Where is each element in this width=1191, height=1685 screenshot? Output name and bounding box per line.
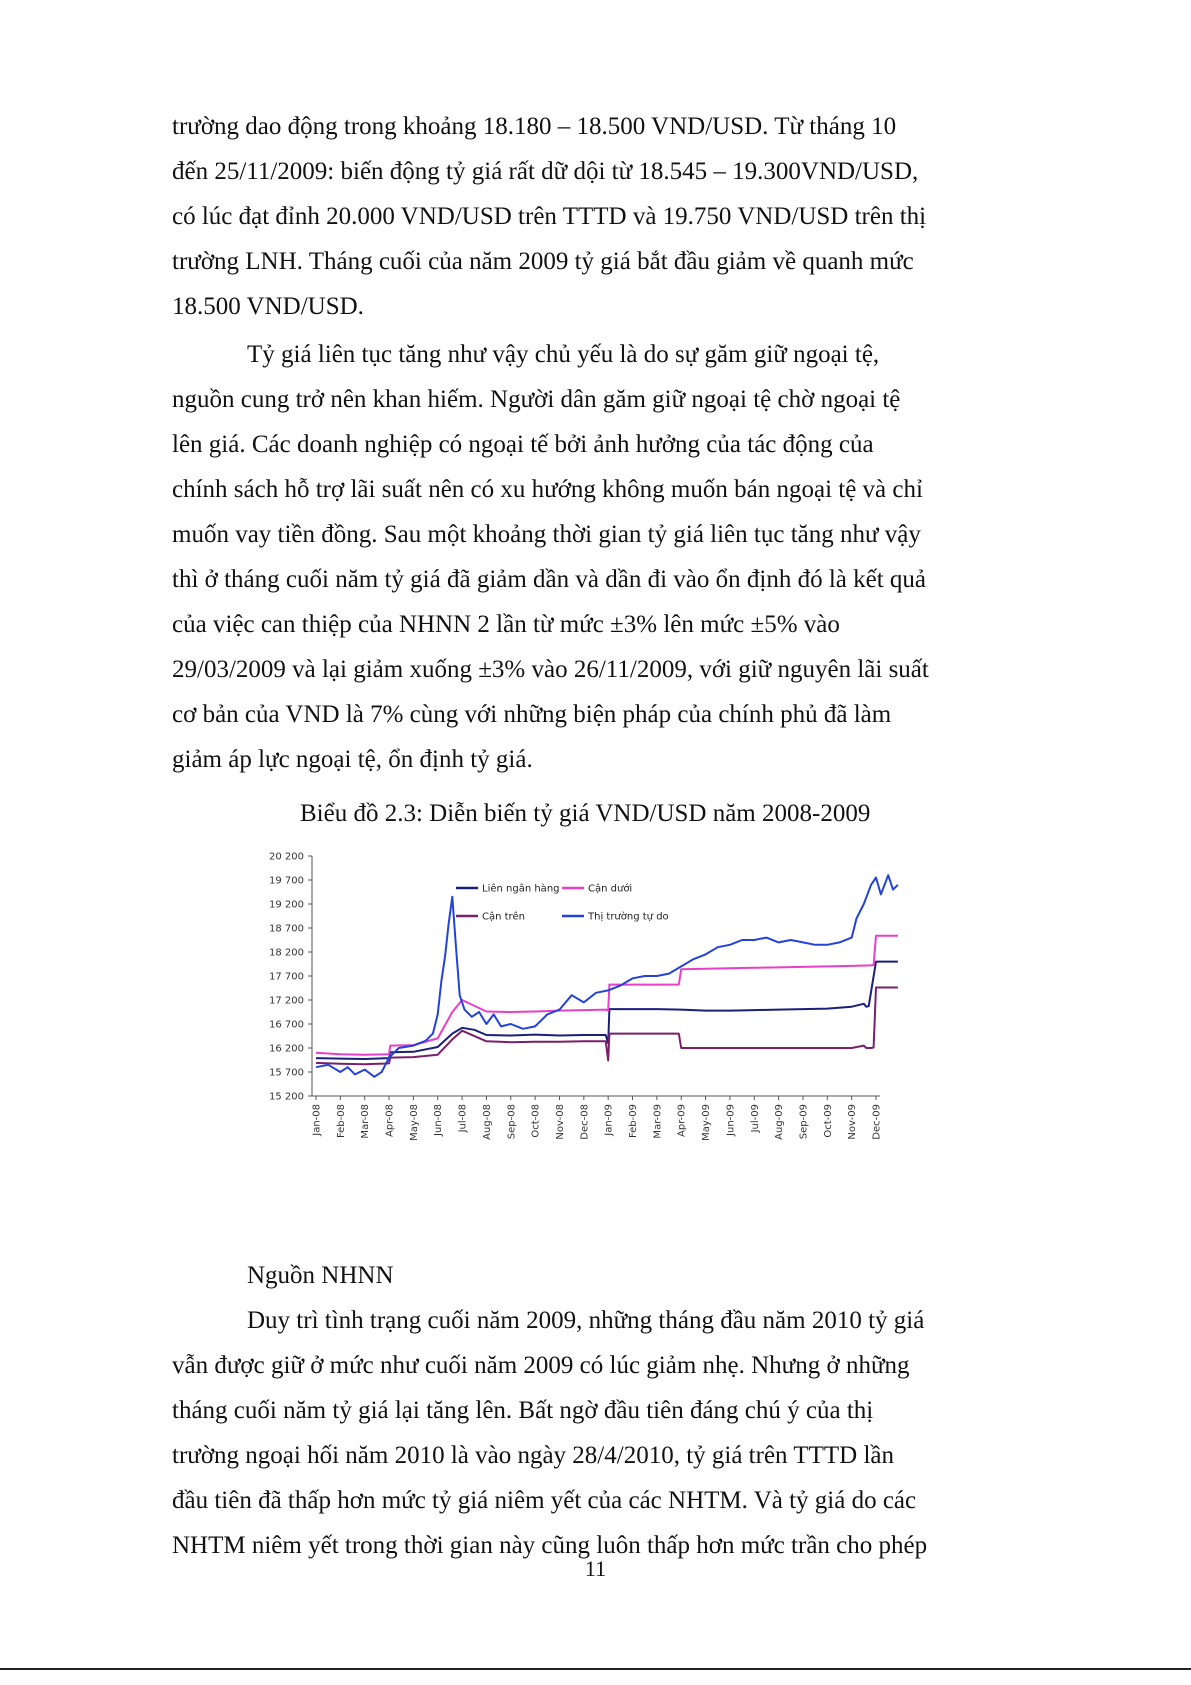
text-line: NHTM niêm yết trong thời gian này cũng luôn thấp hơn mức trần cho phép: [172, 1532, 928, 1559]
x-tick-label: Apr-09: [676, 1104, 688, 1137]
y-tick-label: 18 200: [269, 947, 304, 959]
x-tick-label: May-09: [701, 1104, 713, 1141]
legend-label: Thị trường tự do: [588, 911, 669, 923]
y-tick-label: 19 700: [269, 875, 304, 887]
y-tick-label: 17 200: [269, 995, 304, 1007]
y-tick-label: 15 200: [269, 1091, 304, 1103]
text-line: tháng cuối năm tỷ giá lại tăng lên. Bất ngờ đầu tiên đáng chú ý của thị: [172, 1397, 874, 1424]
text-line: 29/03/2009 và lại giảm xuống ±3% vào 26/11/2009, với giữ nguyên lãi suất: [172, 656, 929, 683]
text-line: Tỷ giá liên tục tăng như vậy chủ yếu là do sự găm giữ ngoại tệ,: [247, 341, 880, 368]
x-tick-label: Nov-08: [554, 1104, 566, 1140]
paragraph-3: [172, 1298, 972, 1568]
text-line: trường dao động trong khoảng 18.180 – 18.500 VND/USD. Từ tháng 10: [172, 113, 897, 140]
text-line: giảm áp lực ngoại tệ, ổn định tỷ giá.: [172, 746, 533, 773]
paragraph-1: [172, 104, 972, 329]
x-tick-label: Dec-09: [871, 1104, 883, 1140]
text-line: có lúc đạt đỉnh 20.000 VND/USD trên TTTD và 19.750 VND/USD trên thị: [172, 203, 927, 230]
text-line: 18.500 VND/USD.: [172, 293, 364, 320]
text-line: trường LNH. Tháng cuối của năm 2009 tỷ giá bắt đầu giảm về quanh mức: [172, 248, 914, 275]
page-number: 11: [584, 1556, 607, 1581]
x-tick-label: Oct-09: [822, 1104, 834, 1138]
text-line: cơ bản của VND là 7% cùng với những biện pháp của chính phủ đã làm: [172, 701, 892, 728]
x-tick-label: Feb-08: [335, 1104, 347, 1139]
x-tick-label: Jul-08: [457, 1104, 469, 1133]
text-line: Duy trì tình trạng cuối năm 2009, những tháng đầu năm 2010 tỷ giá: [247, 1307, 925, 1334]
chart-svg: [250, 848, 910, 1188]
x-tick-label: Jun-08: [433, 1104, 445, 1136]
y-tick-label: 16 700: [269, 1019, 304, 1031]
x-tick-label: Sep-09: [798, 1104, 810, 1140]
y-tick-label: 16 200: [269, 1043, 304, 1055]
y-tick-label: 20 200: [269, 851, 304, 863]
chart-axes: [269, 852, 883, 1141]
figure-caption: Biểu đồ 2.3: Diễn biến tỷ giá VND/USD năm 2008-2009: [300, 800, 871, 827]
x-tick-label: Aug-09: [774, 1104, 786, 1140]
x-tick-label: Mar-09: [652, 1104, 664, 1139]
text-line: thì ở tháng cuối năm tỷ giá đã giảm dần và dần đi vào ổn định đó là kết quả: [172, 566, 927, 593]
paragraph-2: [172, 332, 972, 782]
chart-series: [316, 875, 898, 1077]
x-tick-label: Jan-08: [311, 1104, 323, 1136]
legend-label: Cận dưới: [588, 883, 633, 895]
text-line: chính sách hỗ trợ lãi suất nên có xu hướng không muốn bán ngoại tệ và chỉ: [172, 476, 923, 503]
y-tick-label: 17 700: [269, 971, 304, 983]
text-line: vẫn được giữ ở mức như cuối năm 2009 có lúc giảm nhẹ. Nhưng ở những: [172, 1352, 910, 1379]
x-tick-label: Nov-09: [847, 1104, 859, 1140]
text-line: lên giá. Các doanh nghiệp có ngoại tế bởi ảnh hưởng của tác động của: [172, 431, 874, 458]
exchange-rate-chart: [250, 848, 910, 1188]
text-line: đầu tiên đã thấp hơn mức tỷ giá niêm yết của các NHTM. Và tỷ giá do các: [172, 1487, 917, 1514]
x-tick-label: Feb-09: [628, 1104, 640, 1139]
text-line: đến 25/11/2009: biến động tỷ giá rất dữ dội từ 18.545 – 19.300VND/USD,: [172, 158, 919, 185]
x-tick-label: Apr-08: [384, 1104, 396, 1137]
x-tick-label: Jan-09: [603, 1104, 615, 1136]
chart-legend: [456, 883, 669, 923]
y-tick-label: 18 700: [269, 923, 304, 935]
source-note: Nguồn NHNN: [247, 1262, 394, 1289]
x-tick-label: Oct-08: [530, 1104, 542, 1138]
x-tick-label: Sep-08: [506, 1104, 518, 1140]
text-line: trường ngoại hối năm 2010 là vào ngày 28/4/2010, tỷ giá trên TTTD lần: [172, 1442, 895, 1469]
legend-label: Liên ngân hàng: [482, 883, 560, 895]
y-tick-label: 19 200: [269, 899, 304, 911]
x-tick-label: Dec-08: [579, 1104, 591, 1140]
x-tick-label: Jun-09: [725, 1104, 737, 1136]
text-line: muốn vay tiền đồng. Sau một khoảng thời gian tỷ giá liên tục tăng như vậy: [172, 521, 921, 548]
bottom-rule: [0, 1668, 1191, 1670]
x-tick-label: Jul-09: [749, 1104, 761, 1133]
text-line: nguồn cung trở nên khan hiếm. Người dân găm giữ ngoại tệ chờ ngoại tệ: [172, 386, 901, 413]
x-tick-label: May-08: [408, 1104, 420, 1141]
legend-label: Cận trên: [482, 911, 525, 923]
x-tick-label: Mar-08: [360, 1104, 372, 1139]
text-line: của việc can thiệp của NHNN 2 lần từ mức ±3% lên mức ±5% vào: [172, 611, 840, 638]
y-tick-label: 15 700: [269, 1067, 304, 1079]
x-tick-label: Aug-08: [481, 1104, 493, 1140]
